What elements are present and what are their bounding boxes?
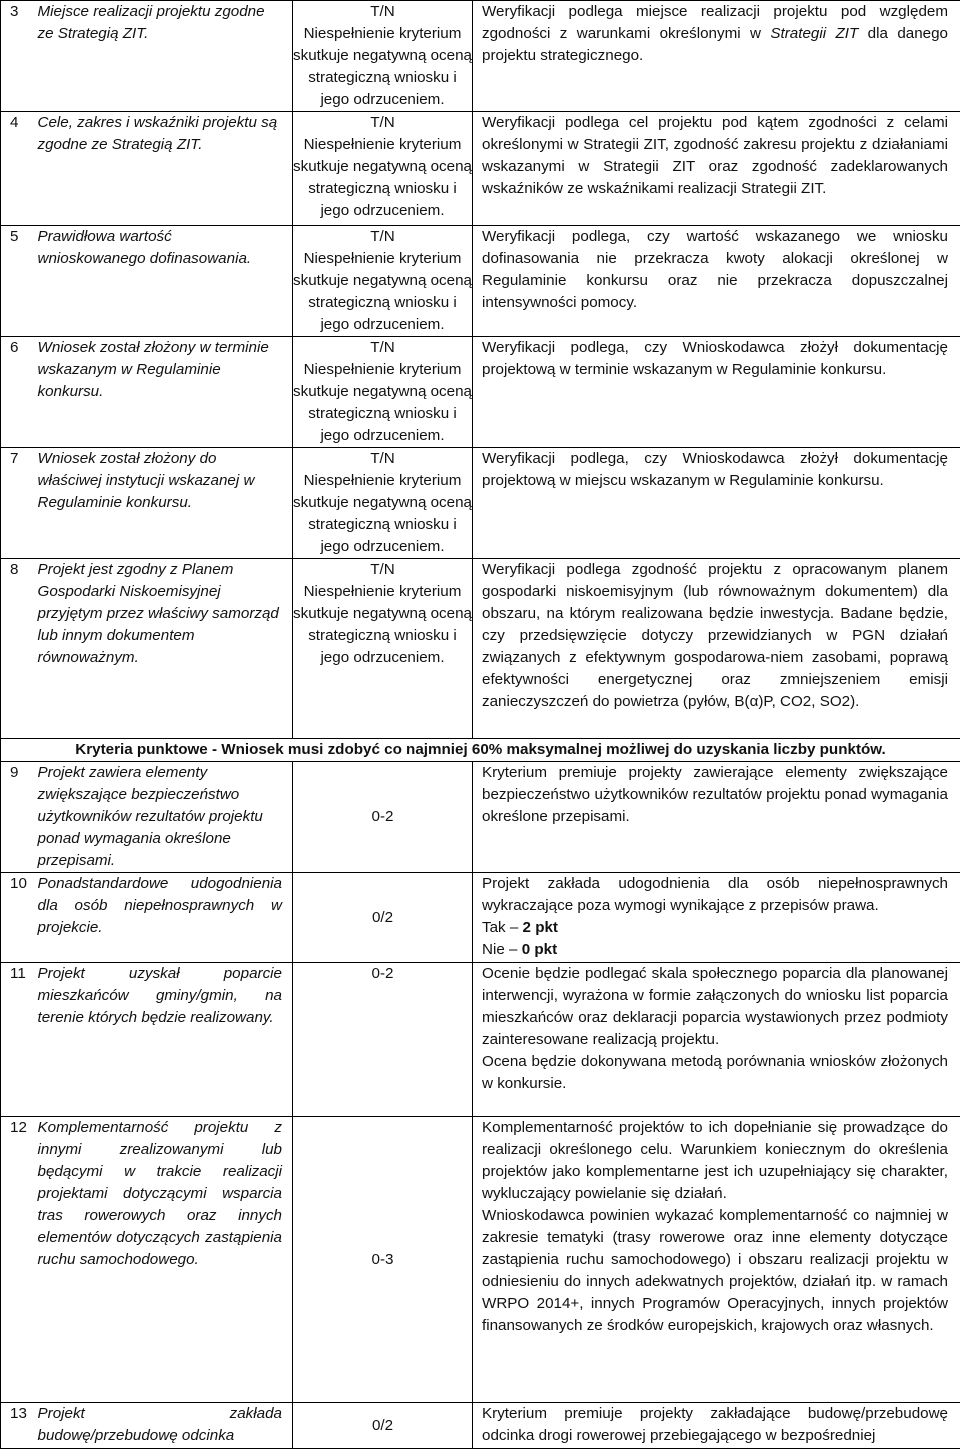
row-number: 11 [1,963,38,1117]
row-number: 12 [1,1117,38,1403]
score-cell [293,1117,473,1403]
verdict-cell [293,112,473,226]
verdict-code: T/N [293,112,472,134]
table-row [1,559,960,739]
criterion-description: Weryfikacji podlega zgodność projektu z opracowanym planem gospodarki niskoemisyjnym (lub równoważnym dokumentem) dla obszaru, na którym realizowana będzie inwestycja. Badane będzie, czy przedsięwzięcie dotyczy przewidzianych w PGN działań związanych z efektywnym gospodarowa-niem zasobami, poprawą efektywności energetycznej oraz zmniejszeniem emisji zanieczyszczeń do powietrza (pyłów, B(α)P, CO2, SO2). [473,559,960,739]
verdict-code: T/N [293,559,472,581]
no-option [482,939,948,961]
criterion-description: Weryfikacji podlega cel projektu pod kątem zgodności z celami określonymi w Strategii ZIT, zgodność zakresu projektu z działaniami wskazanymi w Strategii ZIT oraz zgodność zadeklarowanych wskaźników ze wskaźnikami realizacji Strategii ZIT. [473,112,960,226]
score-cell [293,1403,473,1449]
description-text: Wnioskodawca powinien wykazać komplementarność co najmniej w zakresie tematyki (trasy rowerowe oraz inne elementy dotyczące zastąpienia ruchu samochodowego) i obszaru realizacji projektu w odniesieniu do innych adekwatnych projektów, działań itp. w ramach WRPO 2014+, innych Programów Operacyjnych, innych projektów finansowanych ze środków europejskich, krajowych oraz własnych. [482,1205,948,1337]
criterion-name: Ponadstandardowe udogodnienia dla osób niepełnosprawnych w projekcie. [38,873,293,963]
row-number: 6 [1,337,38,448]
verdict-note: Niespełnienie kryterium skutkuje negatywną oceną strategiczną wniosku i jego odrzuceniem. [293,470,472,558]
section-header-row [1,739,960,762]
verdict-code: T/N [293,448,472,470]
score-range: 0-2 [293,963,472,985]
description-italic: Strategii ZIT [770,25,858,42]
score-range: 0/2 [293,907,472,929]
table-row [1,226,960,337]
score-range: 0-2 [293,806,472,828]
verdict-code: T/N [293,226,472,248]
verdict-cell [293,337,473,448]
criterion-name: Projekt zawiera elementy zwiększające bezpieczeństwo użytkowników rezultatów projektu ponad wymagania określone przepisami. [38,762,293,873]
criterion-name: Projekt uzyskał poparcie mieszkańców gminy/gmin, na terenie których będzie realizowany. [38,963,293,1117]
verdict-note: Niespełnienie kryterium skutkuje negatywną oceną strategiczną wniosku i jego odrzuceniem. [293,134,472,222]
criterion-description: Weryfikacji podlega, czy wartość wskazanego we wniosku dofinasowania nie przekracza kwoty alokacji określonej w Regulaminie konkursu oraz nie przekracza dopuszczalnej intensywności pomocy. [473,226,960,337]
criterion-name: Komplementarność projektu z innymi zrealizowanymi lub będącymi w trakcie realizacji projektami dotyczącymi wsparcia tras rowerowych oraz innych elementów dotyczących zastąpienia ruchu samochodowego. [38,1117,293,1403]
yes-label: Tak – [482,919,523,936]
criterion-description: Kryterium premiuje projekty zakładające budowę/przebudowę odcinka drogi rowerowej przebiegającego w bezpośredniej [473,1403,960,1449]
verdict-code: T/N [293,337,472,359]
row-number: 3 [1,1,38,112]
table-row [1,963,960,1117]
criterion-name: Wniosek został złożony do właściwej instytucji wskazanej w Regulaminie konkursu. [38,448,293,559]
table-row [1,337,960,448]
score-cell [293,873,473,963]
verdict-note: Niespełnienie kryterium skutkuje negatywną oceną strategiczną wniosku i jego odrzuceniem. [293,248,472,336]
criterion-name: Prawidłowa wartość wnioskowanego dofinasowania. [38,226,293,337]
table-row [1,762,960,873]
criterion-description [473,1117,960,1403]
criterion-description: Weryfikacji podlega, czy Wnioskodawca złożył dokumentację projektową w terminie wskazanym w Regulaminie konkursu. [473,337,960,448]
criterion-description [473,963,960,1117]
table-row [1,112,960,226]
yes-option [482,917,948,939]
table-row [1,1,960,112]
criterion-name: Cele, zakres i wskaźniki projektu są zgodne ze Strategią ZIT. [38,112,293,226]
score-range: 0-3 [293,1249,472,1271]
criterion-name: Projekt zakłada budowę/przebudowę odcinka [38,1403,293,1449]
verdict-code: T/N [293,1,472,23]
score-cell [293,762,473,873]
verdict-note: Niespełnienie kryterium skutkuje negatywną oceną strategiczną wniosku i jego odrzuceniem. [293,581,472,669]
table-row [1,1403,960,1449]
verdict-note: Niespełnienie kryterium skutkuje negatywną oceną strategiczną wniosku i jego odrzuceniem. [293,23,472,111]
verdict-cell [293,448,473,559]
description-text: dla danego projektu strategicznego. [482,25,948,64]
section-header: Kryteria punktowe - Wniosek musi zdobyć co najmniej 60% maksymalnej możliwej do uzyskania liczby punktów. [1,739,960,762]
criterion-name: Miejsce realizacji projektu zgodne ze Strategią ZIT. [38,1,293,112]
description-text: Komplementarność projektów to ich dopełnianie się prowadzące do realizacji określonego celu. Warunkiem koniecznym do określenia projektów jako komplementarne jest ich uzupełniający się charakter, wykluczający powielanie się działań. [482,1117,948,1205]
score-range: 0/2 [293,1415,472,1437]
row-number: 7 [1,448,38,559]
table-row [1,1117,960,1403]
criterion-description [473,873,960,963]
criterion-name: Wniosek został złożony w terminie wskazanym w Regulaminie konkursu. [38,337,293,448]
row-number: 5 [1,226,38,337]
criterion-description: Kryterium premiuje projekty zawierające elementy zwiększające bezpieczeństwo użytkowników rezultatów projektu ponad wymagania określone przepisami. [473,762,960,873]
row-number: 9 [1,762,38,873]
table-row [1,873,960,963]
row-number: 10 [1,873,38,963]
description-text: Weryfikacji podlega miejsce realizacji projektu pod względem zgodności z warunkami określonymi w [482,3,948,42]
verdict-note: Niespełnienie kryterium skutkuje negatywną oceną strategiczną wniosku i jego odrzuceniem. [293,359,472,447]
row-number: 8 [1,559,38,739]
table-row [1,448,960,559]
yes-points: 2 pkt [523,919,558,936]
criterion-description [473,1,960,112]
no-label: Nie – [482,941,522,958]
description-text: Ocenie będzie podlegać skala społecznego poparcia dla planowanej interwencji, wyrażona w formie załączonych do wniosku list poparcia mieszkańców oraz deklaracji poparcia wystawionych przez podmioty zainteresowane realizacją projektu. [482,963,948,1051]
description-text: Ocena będzie dokonywana metodą porównania wniosków złożonych w konkursie. [482,1051,948,1095]
verdict-cell [293,1,473,112]
criterion-description: Weryfikacji podlega, czy Wnioskodawca złożył dokumentację projektową w miejscu wskazanym w Regulaminie konkursu. [473,448,960,559]
no-points: 0 pkt [522,941,557,958]
description-text: Projekt zakłada udogodnienia dla osób niepełnosprawnych wykraczające poza wymogi wynikające z przepisów prawa. [482,873,948,917]
row-number: 13 [1,1403,38,1449]
verdict-cell [293,559,473,739]
verdict-cell [293,226,473,337]
row-number: 4 [1,112,38,226]
criterion-name: Projekt jest zgodny z Planem Gospodarki Niskoemisyjnej przyjętym przez właściwy samorząd lub innym dokumentem równoważnym. [38,559,293,739]
score-cell [293,963,473,1117]
